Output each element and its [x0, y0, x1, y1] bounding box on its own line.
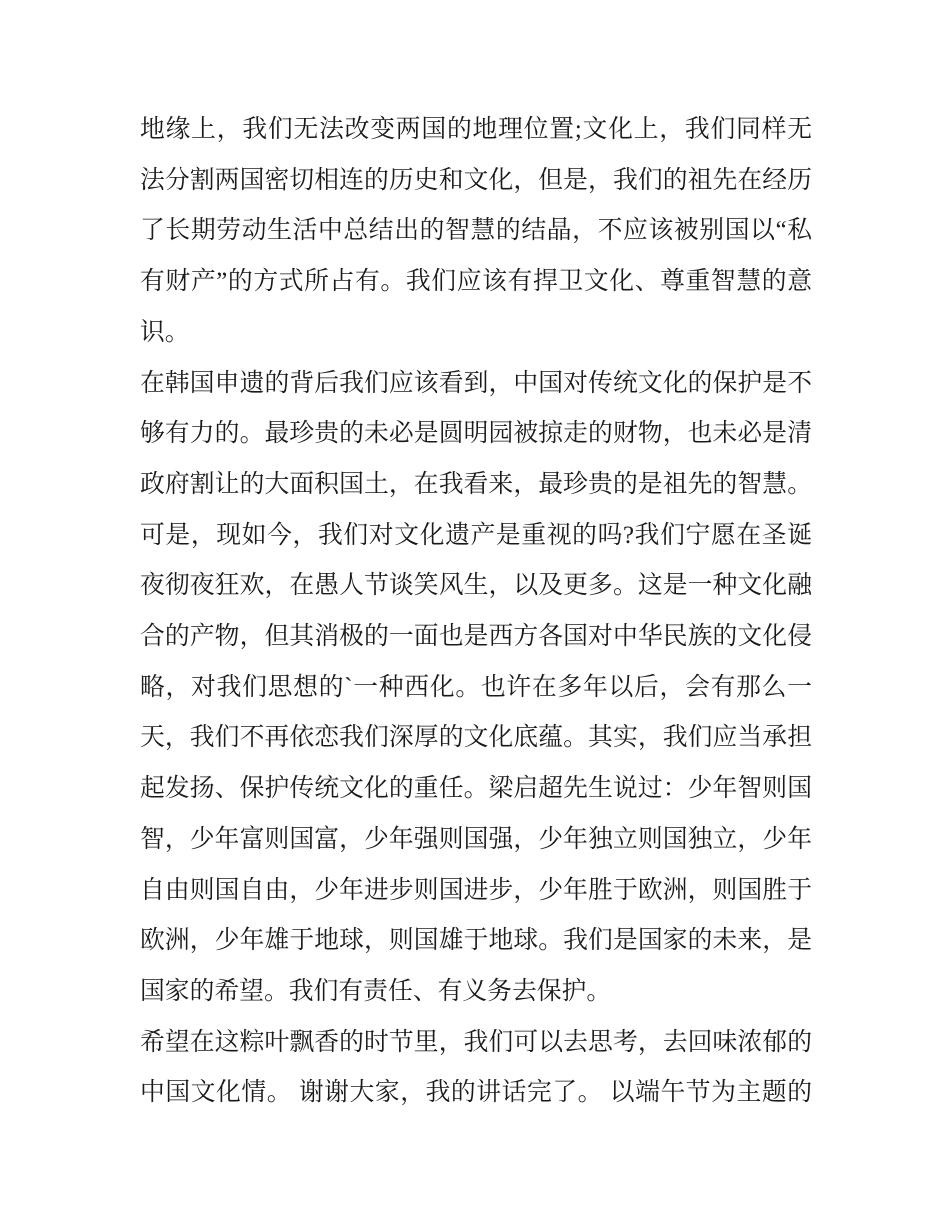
- text-line: 起发扬、保护传统文化的重任。梁启超先生说过：少年智则国: [140, 775, 812, 803]
- text-line: 有财产”的方式所占有。我们应该有捍卫文化、尊重智慧的意: [140, 268, 812, 296]
- text-line: 可是，现如今，我们对文化遗产是重视的吗?我们宁愿在圣诞: [140, 521, 812, 549]
- text-line: 略，对我们思想的`一种西化。也许在多年以后，会有那么一: [140, 673, 812, 701]
- text-line: 希望在这粽叶飘香的时节里，我们可以去思考，去回味浓郁的: [140, 1028, 812, 1056]
- text-line: 够有力的。最珍贵的未必是圆明园被掠走的财物，也未必是清: [140, 420, 812, 448]
- paragraph: [140, 105, 812, 359]
- text-line: 法分割两国密切相连的历史和文化，但是，我们的祖先在经历: [140, 166, 812, 194]
- document-text: [140, 105, 812, 1119]
- text-line: 欧洲，少年雄于地球，则国雄于地球。我们是国家的未来，是: [140, 927, 812, 955]
- text-line: 中国文化情。 谢谢大家，我的讲话完了。 以端午节为主题的: [140, 1079, 812, 1107]
- text-line: 识。: [140, 318, 190, 346]
- text-line: 在韩国申遗的背后我们应该看到，中国对传统文化的保护是不: [140, 369, 812, 397]
- text-line: 国家的希望。我们有责任、有义务去保护。: [140, 977, 612, 1005]
- text-line: 自由则国自由，少年进步则国进步，少年胜于欧洲，则国胜于: [140, 876, 812, 904]
- paragraph: [140, 359, 812, 1018]
- text-line: 政府割让的大面积国土，在我看来，最珍贵的是祖先的智慧。: [140, 470, 812, 498]
- text-line: 合的产物，但其消极的一面也是西方各国对中华民族的文化侵: [140, 623, 812, 651]
- text-line: 地缘上，我们无法改变两国的地理位置;文化上，我们同样无: [140, 116, 812, 143]
- paragraph: [140, 1018, 812, 1119]
- text-line: 夜彻夜狂欢，在愚人节谈笑风生，以及更多。这是一种文化融: [140, 572, 812, 600]
- text-line: 智，少年富则国富，少年强则国强，少年独立则国独立，少年: [140, 825, 812, 853]
- text-line: 天，我们不再依恋我们深厚的文化底蕴。其实，我们应当承担: [140, 724, 812, 752]
- text-line: 了长期劳动生活中总结出的智慧的结晶，不应该被别国以“私: [140, 217, 812, 245]
